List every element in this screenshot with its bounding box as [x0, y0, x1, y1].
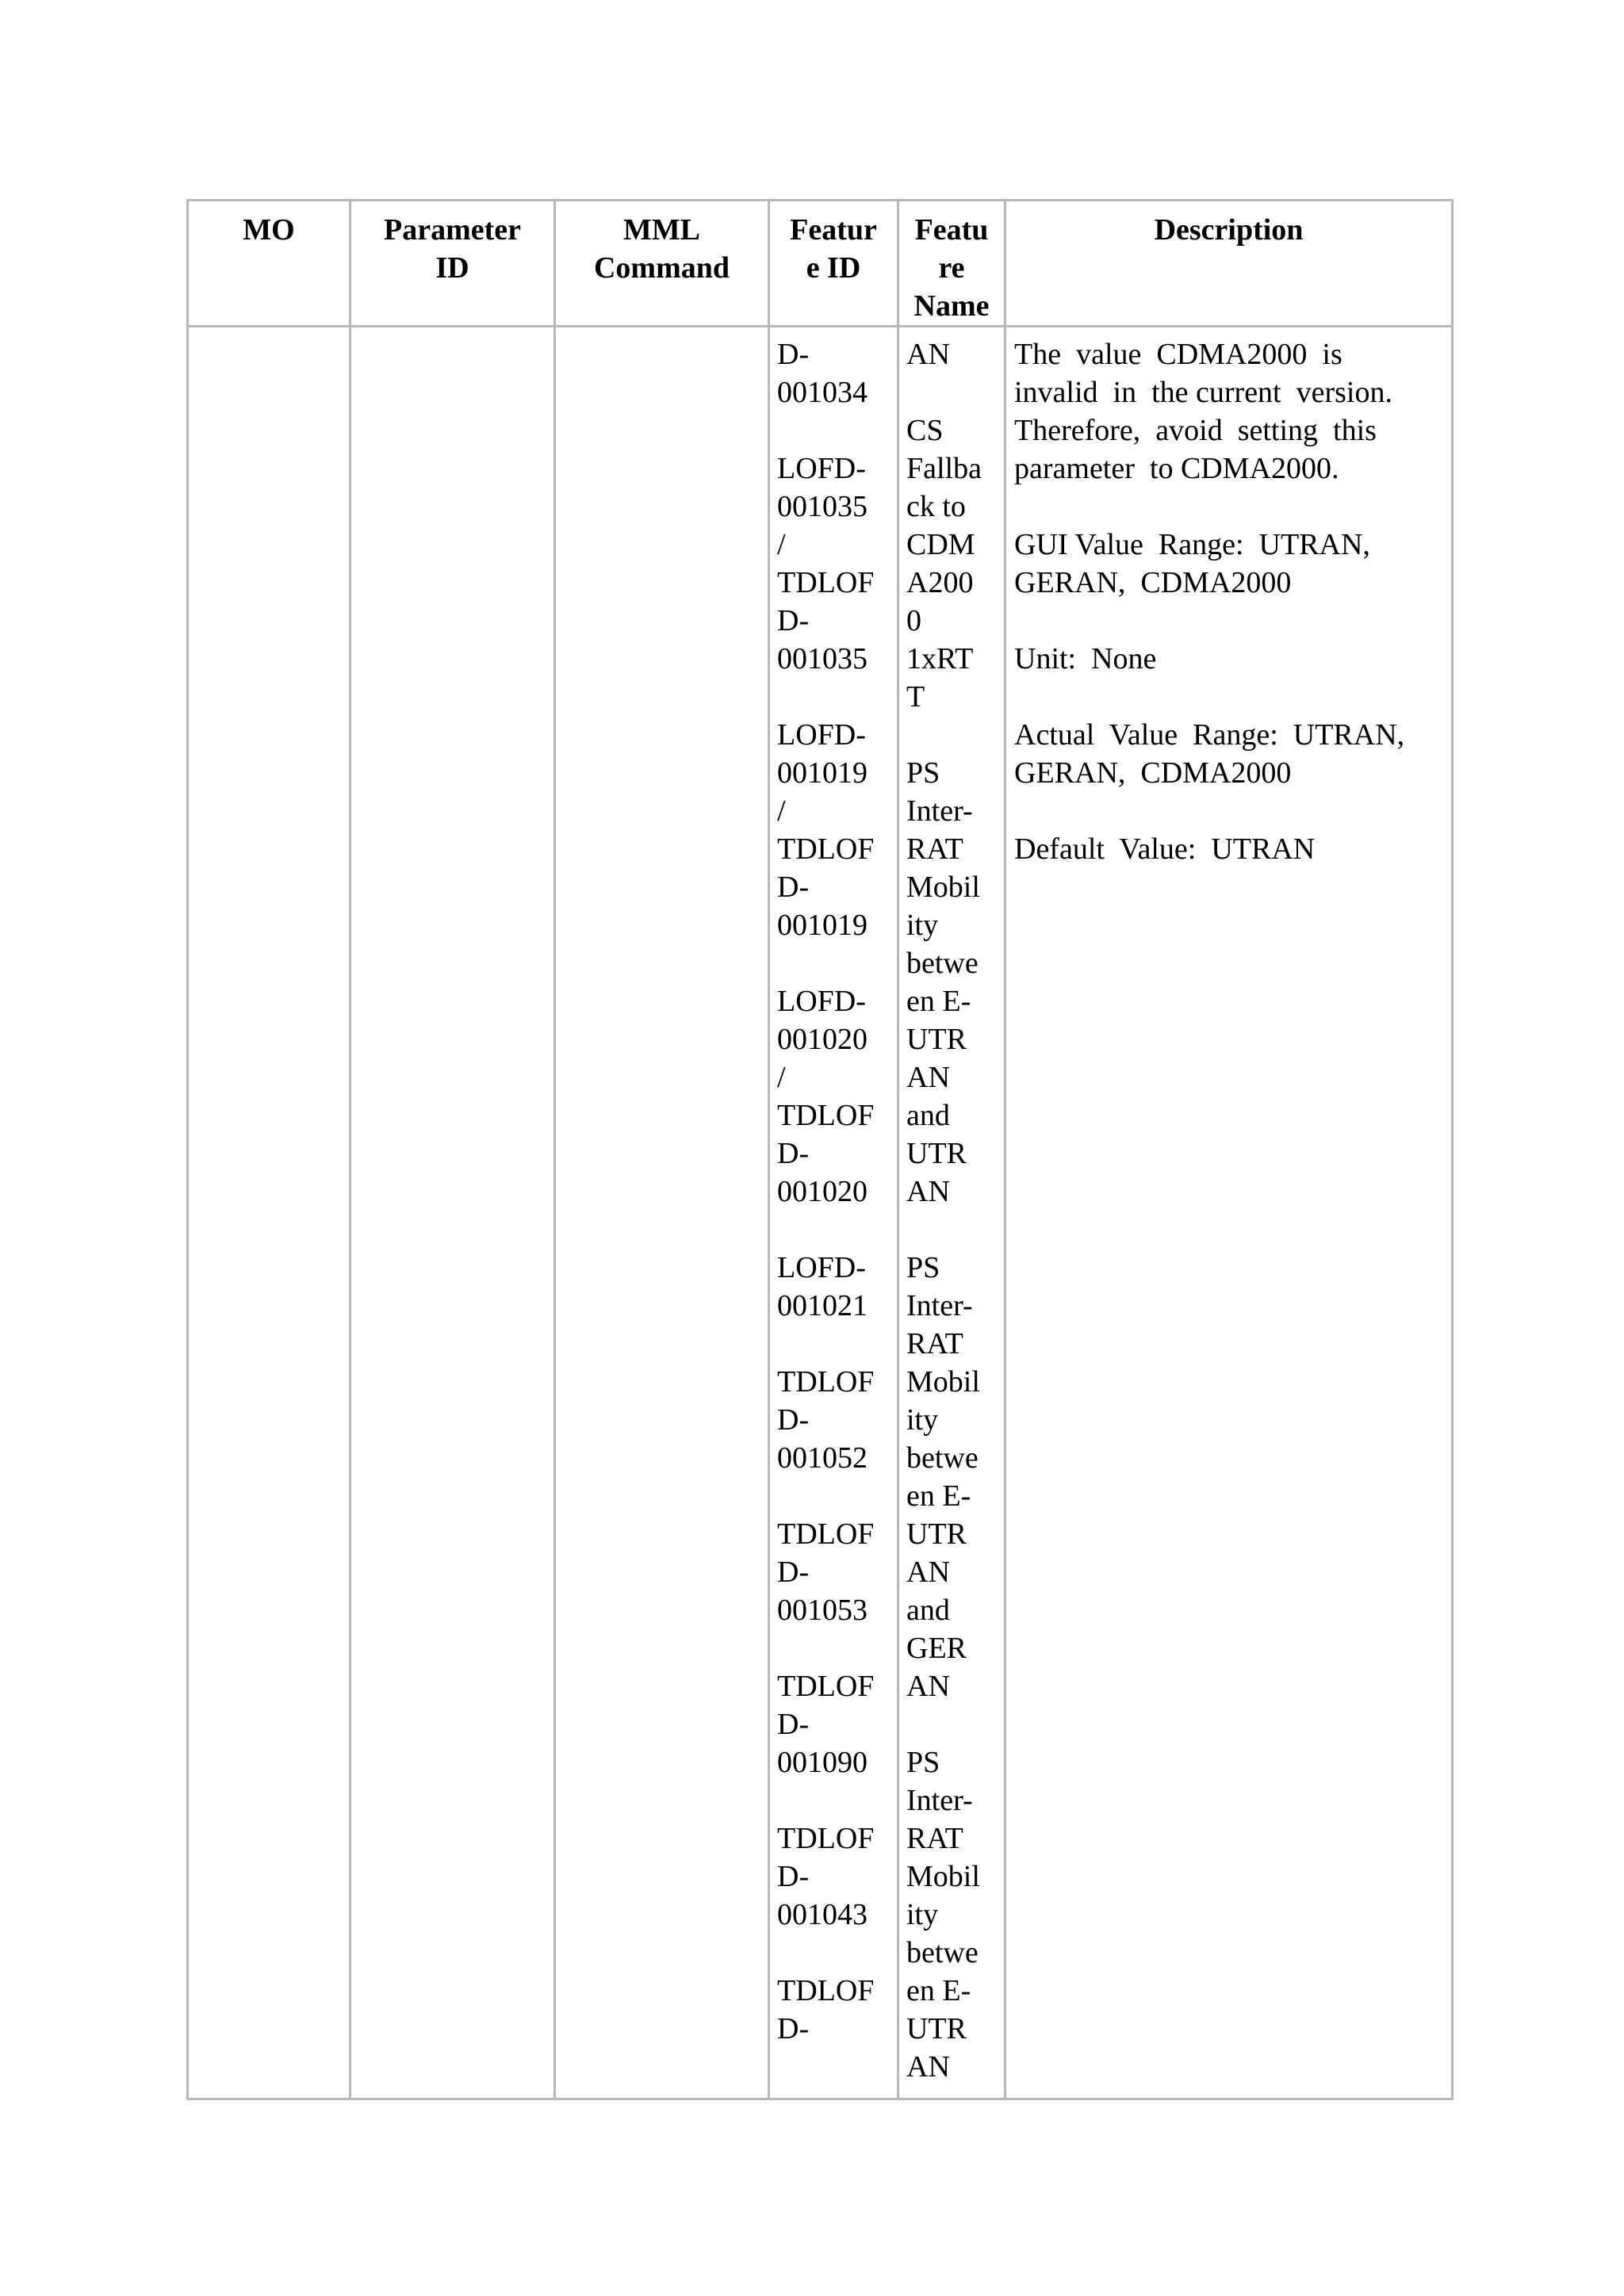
- text-line: RAT: [906, 1822, 963, 1855]
- text-line: betwe: [906, 947, 979, 980]
- feature-name-text: [899, 327, 1004, 2086]
- parameter-table: [186, 199, 1454, 2100]
- text-line: AN: [906, 1556, 950, 1589]
- text-line: The value CDMA2000 is: [1014, 338, 1342, 371]
- cell-parameter-id: [350, 327, 555, 2099]
- text-line: Inter-: [906, 1289, 973, 1322]
- text-line: Mobil: [906, 1365, 980, 1399]
- text-line: [777, 1211, 894, 1249]
- text-line: TDLOF: [777, 1822, 875, 1855]
- text-line: TDLOF: [777, 832, 875, 866]
- text-line: [906, 1705, 1001, 1743]
- text-line: GERAN, CDMA2000: [1014, 566, 1292, 599]
- text-line: [777, 944, 894, 982]
- text-line: PS: [906, 1746, 940, 1779]
- text-line: AN: [906, 2050, 950, 2084]
- text-line: [906, 373, 1001, 411]
- text-line: RAT: [906, 832, 963, 866]
- header-feature-id: [769, 201, 898, 327]
- text-line: D-: [777, 2012, 810, 2045]
- text-line: and: [906, 1594, 950, 1627]
- text-line: Command: [593, 251, 730, 285]
- text-line: UTR: [906, 1023, 967, 1056]
- text-line: parameter to CDMA2000.: [1014, 452, 1339, 485]
- text-line: AN: [906, 338, 950, 371]
- text-line: TDLOF: [777, 1365, 875, 1399]
- text-line: ity: [906, 1403, 939, 1437]
- text-line: Featur: [790, 213, 877, 247]
- text-line: D-: [777, 1708, 810, 1741]
- text-line: 001035: [777, 490, 868, 523]
- text-line: [777, 1934, 894, 1972]
- text-line: LOFD-: [777, 1251, 866, 1284]
- text-line: TDLOF: [777, 1670, 875, 1703]
- text-line: D-: [777, 604, 810, 637]
- text-line: [1014, 488, 1443, 526]
- text-line: 001020: [777, 1023, 868, 1056]
- text-line: RAT: [906, 1327, 963, 1360]
- text-line: [777, 1629, 894, 1667]
- text-line: T: [906, 680, 925, 714]
- cell-description: [1005, 327, 1453, 2099]
- text-line: 001052: [777, 1441, 868, 1475]
- text-line: 001053: [777, 1594, 868, 1627]
- text-line: [906, 1211, 1001, 1249]
- text-line: CS: [906, 414, 944, 447]
- text-line: 0: [906, 604, 921, 637]
- text-line: ity: [906, 909, 939, 942]
- feature-id-text: [770, 327, 897, 2048]
- text-line: TDLOF: [777, 1517, 875, 1551]
- text-line: [777, 1477, 894, 1515]
- table-row: [188, 327, 1453, 2099]
- text-line: LOFD-: [777, 985, 866, 1018]
- text-line: [1014, 602, 1443, 640]
- text-line: betwe: [906, 1441, 979, 1475]
- text-line: Featu: [914, 213, 989, 247]
- text-line: re: [938, 251, 965, 285]
- header-row: [188, 201, 1453, 327]
- text-line: [777, 1781, 894, 1820]
- text-line: 001020: [777, 1175, 868, 1208]
- text-line: invalid in the current version.: [1014, 376, 1392, 409]
- text-line: and: [906, 1099, 950, 1132]
- text-line: /: [777, 1061, 786, 1094]
- text-line: Mobil: [906, 1860, 980, 1893]
- text-line: TDLOF: [777, 1099, 875, 1132]
- text-line: CDM: [906, 528, 975, 561]
- cell-feature-id: [769, 327, 898, 2099]
- text-line: 001019: [777, 909, 868, 942]
- text-line: [777, 678, 894, 716]
- text-line: 1xRT: [906, 642, 974, 675]
- text-line: MO: [243, 213, 295, 247]
- text-line: ID: [435, 251, 469, 285]
- cell-mml-command: [555, 327, 769, 2099]
- text-line: 001021: [777, 1289, 868, 1322]
- text-line: Inter-: [906, 1784, 973, 1817]
- text-line: UTR: [906, 1137, 967, 1170]
- text-line: Default Value: UTRAN: [1014, 832, 1316, 866]
- text-line: UTR: [906, 1517, 967, 1551]
- text-line: GER: [906, 1632, 967, 1665]
- text-line: GERAN, CDMA2000: [1014, 756, 1292, 790]
- text-line: en E-: [906, 1479, 971, 1513]
- text-line: [906, 716, 1001, 754]
- cell-feature-name: [898, 327, 1005, 2099]
- text-line: Parameter: [384, 213, 521, 247]
- text-line: Inter-: [906, 794, 973, 828]
- text-line: /: [777, 794, 786, 828]
- text-line: PS: [906, 756, 940, 790]
- text-line: /: [777, 528, 786, 561]
- text-line: UTR: [906, 2012, 967, 2045]
- text-line: LOFD-: [777, 718, 866, 752]
- text-line: D-: [777, 1137, 810, 1170]
- text-line: Mobil: [906, 871, 980, 904]
- text-line: D-: [777, 871, 810, 904]
- text-line: Description: [1154, 213, 1304, 247]
- text-line: ck to: [906, 490, 966, 523]
- text-line: AN: [906, 1061, 950, 1094]
- header-mo: [188, 201, 350, 327]
- text-line: MML: [622, 213, 701, 247]
- text-line: 001019: [777, 756, 868, 790]
- text-line: D-: [777, 1556, 810, 1589]
- text-line: 001035: [777, 642, 868, 675]
- text-line: AN: [906, 1175, 950, 1208]
- text-line: [1014, 678, 1443, 716]
- text-line: TDLOF: [777, 1974, 875, 2007]
- text-line: Name: [914, 289, 990, 323]
- header-parameter-id: [350, 201, 555, 327]
- description-text: [1006, 327, 1451, 868]
- text-line: D-: [777, 1860, 810, 1893]
- text-line: Actual Value Range: UTRAN,: [1014, 718, 1405, 752]
- text-line: en E-: [906, 1974, 971, 2007]
- text-line: A200: [906, 566, 974, 599]
- text-line: [1014, 792, 1443, 830]
- text-line: e ID: [806, 251, 861, 285]
- text-line: 001090: [777, 1746, 868, 1779]
- text-line: LOFD-: [777, 452, 866, 485]
- text-line: betwe: [906, 1936, 979, 1969]
- text-line: TDLOF: [777, 566, 875, 599]
- text-line: ity: [906, 1898, 939, 1931]
- header-mml-command: [555, 201, 769, 327]
- text-line: en E-: [906, 985, 971, 1018]
- text-line: [777, 411, 894, 450]
- text-line: PS: [906, 1251, 940, 1284]
- text-line: Fallba: [906, 452, 982, 485]
- header-feature-name: [898, 201, 1005, 327]
- cell-mo: [188, 327, 350, 2099]
- text-line: Unit: None: [1014, 642, 1157, 675]
- text-line: 001034: [777, 376, 868, 409]
- text-line: Therefore, avoid setting this: [1014, 414, 1377, 447]
- text-line: D-: [777, 1403, 810, 1437]
- text-line: [777, 1325, 894, 1363]
- header-description: [1005, 201, 1453, 327]
- text-line: GUI Value Range: UTRAN,: [1014, 528, 1370, 561]
- text-line: AN: [906, 1670, 950, 1703]
- text-line: 001043: [777, 1898, 868, 1931]
- text-line: D-: [777, 338, 810, 371]
